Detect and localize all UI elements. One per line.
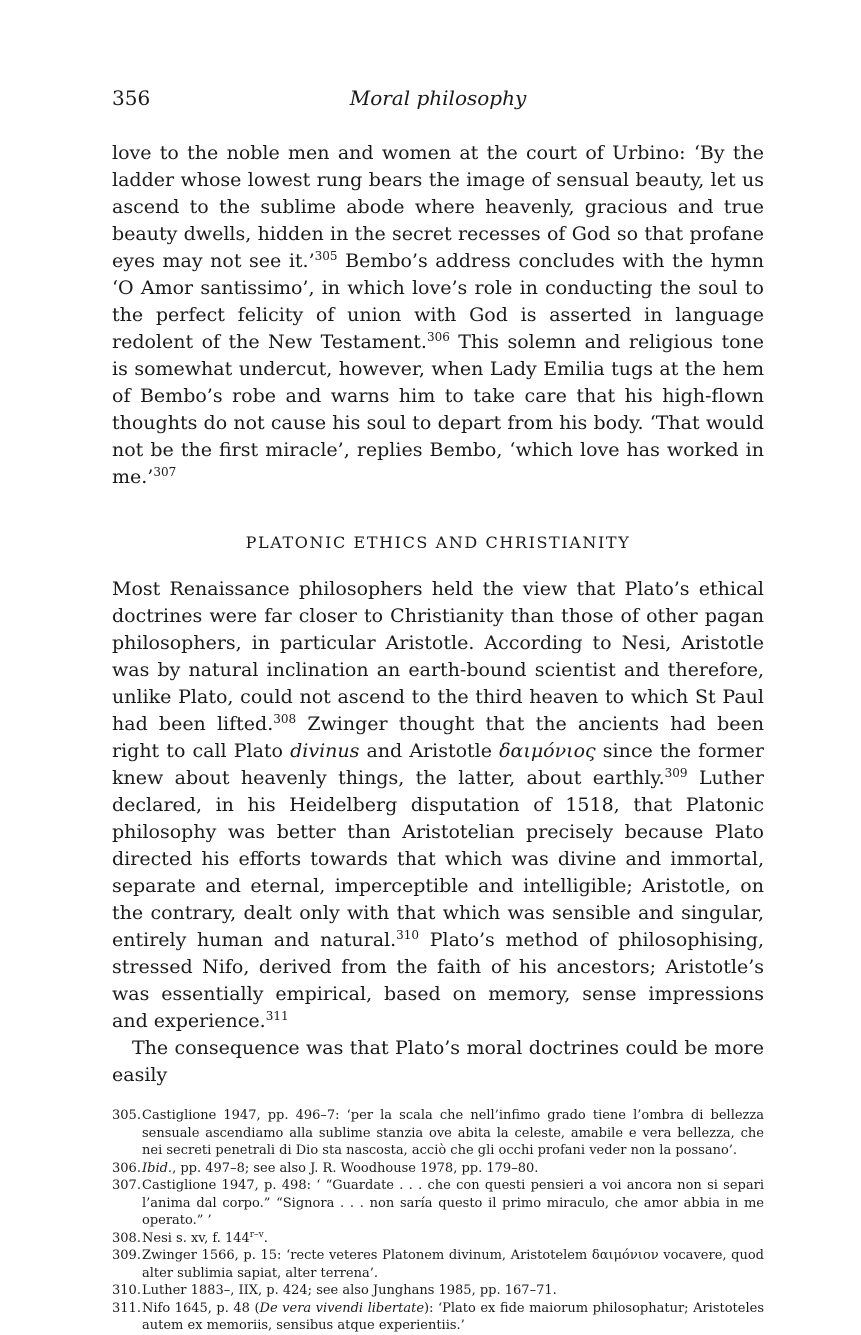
italic-term: divinus <box>290 740 360 762</box>
italic-term: Ibid. <box>142 1160 173 1176</box>
footnote-number: 311. <box>112 1300 141 1316</box>
footnote <box>112 1107 764 1160</box>
footnote <box>112 1282 764 1300</box>
text-run: Most Renaissance philosophers held the view that Plato’s ethical doctrines were far closer to Christianity than those of other pagan philosophers, in particular Aristotle. According to Nesi, Aristotle was by natural inclination an earth-bound scientist and therefore, unlike Plato, could not ascend to the third heaven to which St Paul had been lifted. <box>112 578 764 735</box>
footnote-ref-305: 305 <box>314 249 338 263</box>
footnote-text <box>142 1300 764 1335</box>
italic-term: δαιμόνιος <box>499 740 596 762</box>
footnote-ref-307: 307 <box>153 465 177 479</box>
footnote-number: 307. <box>112 1178 141 1193</box>
text-run: ): ‘Plato ex fide maiorum philosophatur; Aristoteles autem ex memoriis, sensibus atque experientiis.’ <box>142 1300 764 1333</box>
text-run: Nesi s. xv, f. 144 <box>142 1230 250 1246</box>
paragraph-2 <box>112 576 764 1035</box>
footnote-ref-309: 309 <box>664 766 688 780</box>
footnote-ref-308: 308 <box>273 712 297 726</box>
text-run: , pp. 497–8; see also J. R. Woodhouse 1978, pp. 179–80. <box>172 1160 539 1176</box>
folio-superscript: r–v <box>249 1229 264 1240</box>
page-number: 356 <box>112 86 151 110</box>
italic-term: De vera vivendi libertate <box>259 1300 425 1316</box>
footnote <box>112 1160 764 1178</box>
text-run: Luther declared, in his Heidelberg disputation of 1518, that Platonic philosophy was better than Aristotelian precisely because Plato directed his efforts towards that which was divine and immortal, separate and eternal, imperceptible and intelligible; Aristotle, on the contrary, dealt only with that which was sensible and singular, entirely human and natural. <box>112 767 764 951</box>
footnote-ref-310: 310 <box>396 928 420 942</box>
footnote-ref-311: 311 <box>265 1009 289 1023</box>
running-title: Moral philosophy <box>349 86 527 110</box>
section-heading: PLATONIC ETHICS AND CHRISTIANITY <box>245 533 631 552</box>
text-run: Nifo 1645, p. 48 ( <box>142 1300 260 1316</box>
footnote-number: 310. <box>112 1283 141 1298</box>
text-run: This solemn and religious tone is somewhat undercut, however, when Lady Emilia tugs at the hem of Bembo’s robe and warns him to take care that his high-flown thoughts do not cause his soul to depart from his body. ‘That would not be the first miracle’, replies Bembo, ‘which love has worked in me.’ <box>112 331 764 488</box>
book-page <box>112 86 764 1335</box>
text-run: Castiglione 1947, pp. 496–7: ‘per la scala che nell’infimo grado tiene l’ombra di bellezza sensuale ascendiamo alla sublime stanzia ove abita la celeste, amabile e vera bellezza, che nei secreti penetrali di Dio sta nascosta, acciò che gli occhi profani veder non la possano’. <box>142 1108 764 1158</box>
footnote-text <box>142 1107 764 1160</box>
text-run: love to the noble men and women at the court of Urbino: ‘By the ladder whose lowest rung bears the image of sensual beauty, let us ascend to the sublime abode where heavenly, gracious and true beauty dwells, hidden in the secret recesses of God so that profane eyes may not see it.’ <box>112 142 764 272</box>
text-run: Zwinger 1566, p. 15: ‘recte veteres Platonem divinum, Aristotelem δαιμόνιον vocavere, quod alter sublimia sapiat, alter terrena’. <box>142 1248 764 1281</box>
text-run: Plato’s method of philosophising, stressed Nifo, derived from the faith of his ancestors; Aristotle’s was essentially empirical, based on memory, sense impressions and experience. <box>112 929 765 1032</box>
footnote-text <box>142 1247 764 1282</box>
footnote-number: 308. <box>112 1230 141 1246</box>
footnote <box>112 1177 764 1230</box>
body-text <box>112 140 764 1089</box>
footnote-text <box>142 1282 764 1300</box>
text-run: . <box>263 1230 268 1246</box>
footnote-number: 305. <box>112 1108 141 1123</box>
footnote-number: 309. <box>112 1248 141 1263</box>
footnote-text <box>142 1230 764 1248</box>
text-run: and Aristotle <box>359 740 500 762</box>
footnote <box>112 1247 764 1282</box>
footnote <box>112 1300 764 1335</box>
footnotes <box>112 1107 764 1335</box>
footnote-ref-306: 306 <box>426 330 450 344</box>
text-run: since the former knew about heavenly things, the latter, about earthly. <box>112 740 764 789</box>
text-run: Zwinger thought that the ancients had been right to call Plato <box>112 713 764 762</box>
footnote-text <box>142 1177 764 1230</box>
footnote <box>112 1230 764 1248</box>
page-header <box>112 86 764 116</box>
paragraph-1 <box>112 140 764 491</box>
text-run: Castiglione 1947, p. 498: ‘ “Guardate . . . che con questi pensieri a voi ancora non si separi l’anima dal corpo.” “Signora . . . non saría questo il primo miraculo, che amor abbia in me operato.” ’ <box>142 1178 764 1228</box>
footnote-text <box>142 1160 764 1178</box>
text-run: Bembo’s address concludes with the hymn ‘O Amor santissimo’, in which love’s role in conducting the soul to the perfect felicity of union with God is asserted in language redolent of the New Testament. <box>112 250 764 353</box>
paragraph-3 <box>112 1035 764 1089</box>
footnote-number: 306. <box>112 1160 141 1176</box>
text-run: Luther 1883–, IIX, p. 424; see also Junghans 1985, pp. 167–71. <box>142 1283 557 1298</box>
text-run: The consequence was that Plato’s moral doctrines could be more easily <box>112 1037 764 1086</box>
